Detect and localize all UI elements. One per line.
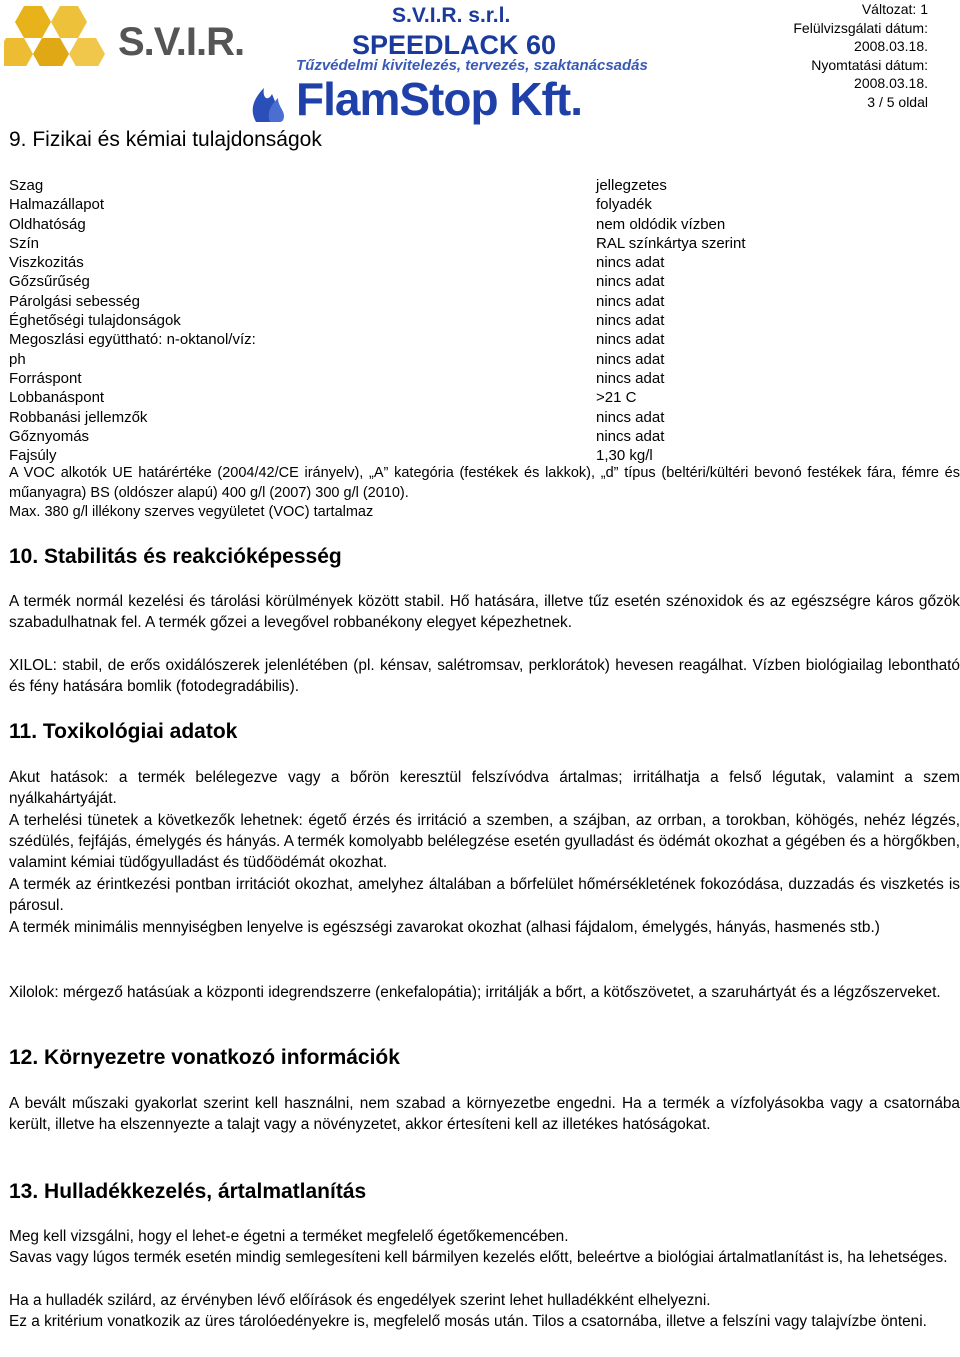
property-label: Robbanási jellemzők <box>9 408 148 426</box>
section-9-title: 9. Fizikai és kémiai tulajdonságok <box>9 128 322 151</box>
disposal-paragraph-1: Meg kell vizsgálni, hogy el lehet-e égetni a terméket megfelelő égetőkemencében. <box>9 1228 569 1245</box>
property-value: folyadék <box>596 196 652 214</box>
company-tagline: Tűzvédelmi kivitelezés, tervezés, szaktanácsadás <box>296 57 648 74</box>
disposal-paragraph-4: Ez a kritérium vonatkozik az üres tárolóedényekre is, megfelelő mosás után. Tilos a csatornába, illetve a felszíni vagy talajvízbe önteni. <box>9 1313 927 1330</box>
property-value: nincs adat <box>596 369 665 387</box>
property-row <box>9 253 939 272</box>
property-value: nem oldódik vízben <box>596 215 726 233</box>
document-meta <box>793 0 928 111</box>
property-label: Forráspont <box>9 369 82 387</box>
property-row <box>9 292 939 311</box>
property-row <box>9 311 939 330</box>
property-label: Viszkozitás <box>9 254 84 272</box>
xylene-stability-paragraph: XILOL: stabil, de erős oxidálószerek jelenlétében (pl. kénsav, salétromsav, perklorátok) hevesen reagálhat. Vízben biológiailag lebontható és fény hatására bomlik (fotodegradábilis). <box>9 657 960 695</box>
property-value: 1,30 kg/l <box>596 447 653 465</box>
property-label: Szag <box>9 177 44 194</box>
skin-contact-paragraph: A termék az érintkezési pontban irritációt okozhat, amelyhez általában a bőrfelület hőmérsékletének fokozódása, duzzadás és viszketés is párosul. <box>9 876 960 914</box>
property-row <box>9 350 939 369</box>
property-row <box>9 176 939 195</box>
property-value: >21 C <box>596 389 637 407</box>
property-value: nincs adat <box>596 273 665 291</box>
review-date: 2008.03.18. <box>854 38 928 54</box>
company-name: S.V.I.R. s.r.l. <box>392 4 511 27</box>
property-label: Halmazállapot <box>9 196 105 214</box>
property-label: Szín <box>9 234 40 252</box>
review-date-label: Felülvizsgálati dátum: <box>793 19 928 36</box>
property-row <box>9 215 939 234</box>
symptoms-paragraph: A terhelési tünetek a következők lehetnek: égető érzés és irritáció a szemben, a szájban, az orrban, a torokban, köhögés, nehéz légzés, szédülés, fejfájás, émelygés és hányás. A termék komolyabb belélegzése esetén gyulladást és ödémát okozhat a gégében és a hörgőkben, valamint kémiai tüdőgyulladást és tüdőödémát okozhat. <box>9 812 960 871</box>
property-row <box>9 369 939 388</box>
property-value: jellegzetes <box>596 177 667 194</box>
section-10-title: 10. Stabilitás és reakcióképesség <box>9 545 342 568</box>
disposal-paragraph-3: Ha a hulladék szilárd, az érvényben lévő előírások és engedélyek szerint lehet hulladékként elhelyezni. <box>9 1292 711 1309</box>
voc-limit-text: A VOC alkotók UE határértéke (2004/42/CE irányelv), „A” kategória (festékek és lakkok), „d” típus (beltéri/kültéri bevonó festékek fára, fémre és műanyagra) BS (oldószer alapú) 400 g/l (2007) 300 g/l (2010). <box>9 465 960 501</box>
property-row <box>9 234 939 253</box>
property-row <box>9 446 939 465</box>
property-label: Párolgási sebesség <box>9 292 140 310</box>
property-value: nincs adat <box>596 312 665 330</box>
property-value: nincs adat <box>596 408 665 426</box>
property-row <box>9 408 939 427</box>
voc-max-text: Max. 380 g/l illékony szerves vegyületet (VOC) tartalmaz <box>9 504 374 520</box>
stability-paragraph: A termék normál kezelési és tárolási körülmények között stabil. Hő hatására, illetve tűz esetén szénoxidok és az egészségre káros gőzök szabadulhatnak fel. A termék gőzei a levegővel robbanékony elegyet képezhetnek. <box>9 593 960 631</box>
acute-effects-paragraph: Akut hatások: a termék belélegezve vagy a bőrön keresztül felszívódva ártalmas; irritálhatja a felső légutak, valamint a szem nyálkahártyáját. <box>9 769 960 807</box>
flamstop-logo-text: FlamStop Kft. <box>296 73 582 125</box>
page-number: 3 / 5 oldal <box>867 93 928 110</box>
section-11-title: 11. Toxikológiai adatok <box>9 720 238 743</box>
property-value: RAL színkártya szerint <box>596 234 746 252</box>
property-row <box>9 330 939 349</box>
print-date-label: Nyomtatási dátum: <box>811 56 928 73</box>
property-value: nincs adat <box>596 254 665 272</box>
product-name: SPEEDLACK 60 <box>352 30 557 60</box>
environment-paragraph: A bevált műszaki gyakorlat szerint kell használni, nem szabad a környezetbe engedni. Ha a termék a vízfolyásokba vagy a csatornába került, illetve ha elszennyezte a talajt vagy a növényzetet, akkor értesíteni kell az illetékes hatóságokat. <box>9 1095 960 1133</box>
property-label: Oldhatóság <box>9 215 86 233</box>
property-value: nincs adat <box>596 427 665 445</box>
property-label: Gőzsűrűség <box>9 273 90 291</box>
property-label: ph <box>9 350 26 368</box>
property-value: nincs adat <box>596 331 665 349</box>
version-label: Változat: 1 <box>861 1 928 17</box>
property-label: Megoszlási együttható: n-oktanol/víz: <box>9 331 256 349</box>
section-12-title: 12. Környezetre vonatkozó információk <box>9 1046 400 1069</box>
property-label: Lobbanáspont <box>9 389 105 407</box>
properties-table <box>9 176 939 465</box>
ingestion-paragraph: A termék minimális mennyiségben lenyelve is egészségi zavarokat okozhat (alhasi fájdalom, émelygés, hányás, hasmenés stb.) <box>9 919 880 936</box>
xylene-toxicity-paragraph: Xilolok: mérgező hatásúak a központi idegrendszerre (enkefalopátia); irritálják a bőrt, a kötőszövetet, a szaruhártyát és a légzőszerveket. <box>9 984 941 1001</box>
property-row <box>9 388 939 407</box>
property-label: Gőznyomás <box>9 427 90 445</box>
property-value: nincs adat <box>596 292 665 310</box>
property-label: Éghetőségi tulajdonságok <box>9 312 181 330</box>
disposal-paragraph-2: Savas vagy lúgos termék esetén mindig semlegesíteni kell bármilyen kezelés előtt, beleértve a biológiai ártalmatlanítást is, ha lehetséges. <box>9 1249 948 1266</box>
property-row <box>9 195 939 214</box>
property-row <box>9 272 939 291</box>
property-label: Fajsúly <box>9 447 57 465</box>
property-value: nincs adat <box>596 350 665 368</box>
property-row <box>9 427 939 446</box>
section-13-title: 13. Hulladékkezelés, ártalmatlanítás <box>9 1180 367 1203</box>
svir-logo-text: S.V.I.R. <box>118 20 245 64</box>
print-date: 2008.03.18. <box>854 75 928 91</box>
